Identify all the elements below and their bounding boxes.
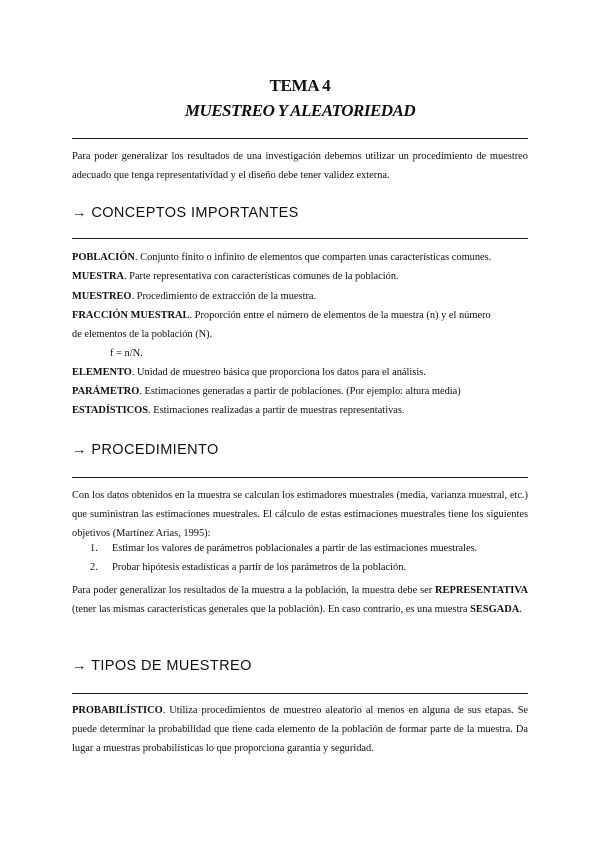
definition-fraccion-muestral: FRACCIÓN MUESTRAL. Proporción entre el número de elementos de la muestra (n) y el número [72,310,491,321]
definition-muestra: MUESTRA. Parte representativa con características comunes de la población. [72,271,399,282]
section-heading-procedimiento: → PROCEDIMIENTO [72,442,219,458]
definition-elemento: ELEMENTO. Unidad de muestreo básica que proporciona los datos para el análisis. [72,367,426,378]
definition-fraccion-continued: de elementos de la población (N). [72,329,213,340]
document-title: TEMA 4 [269,76,331,95]
divider [72,477,528,478]
list-item: 1. Estimar los valores de parámetros poblacionales a partir de las estimaciones muestrales. [90,543,478,554]
divider [72,238,528,239]
document-subtitle: MUESTREO Y ALEATORIEDAD [184,101,416,120]
definition-poblacion: POBLACIÓN. Conjunto finito o infinito de elementos que comparten unas características comunes. [72,252,492,263]
section-heading-conceptos: → CONCEPTOS IMPORTANTES [72,205,299,221]
list-item: 2. Probar hipótesis estadísticas a partir de los parámetros de la población. [90,562,407,573]
representatividad-paragraph: Para poder generalizar los resultados de la muestra a la población, la muestra debe ser REPRESENTATIVA (tener las mismas características generales que la población). En caso contrario, es una muestra SESGADA. [72,585,528,615]
formula: f = n/N. [110,348,143,359]
section-heading-tipos: → TIPOS DE MUESTREO [72,658,252,674]
divider [72,138,528,139]
probabilistico-paragraph: PROBABILÍSTICO. Utiliza procedimientos de muestreo aleatorio al menos en alguna de sus etapas. Se puede determinar la probabilidad que tiene cada elemento de la población de formar parte de la muestra. Da lugar a muestras probabilísticas lo que proporciona garantía y seguridad. [72,705,528,754]
divider [72,693,528,694]
procedimiento-paragraph: Con los datos obtenidos en la muestra se calculan los estimadores muestrales (media, varianza muestral, etc.) que suministran las estimaciones muestrales. El cálculo de estas estimaciones muestrales tiene los siguientes objetivos (Martínez Arias, 1995): [72,490,528,539]
definition-parametro: PARÁMETRO. Estimaciones generadas a partir de poblaciones. (Por ejemplo: altura media) [72,386,461,397]
intro-paragraph: Para poder generalizar los resultados de una investigación debemos utilizar un procedimiento de muestreo adecuado que tenga representatividad y el diseño debe tener validez externa. [72,151,528,181]
definition-estadisticos: ESTADÍSTICOS. Estimaciones realizadas a partir de muestras representativas. [72,405,405,416]
definition-muestreo: MUESTREO. Procedimiento de extracción de la muestra. [72,291,317,302]
